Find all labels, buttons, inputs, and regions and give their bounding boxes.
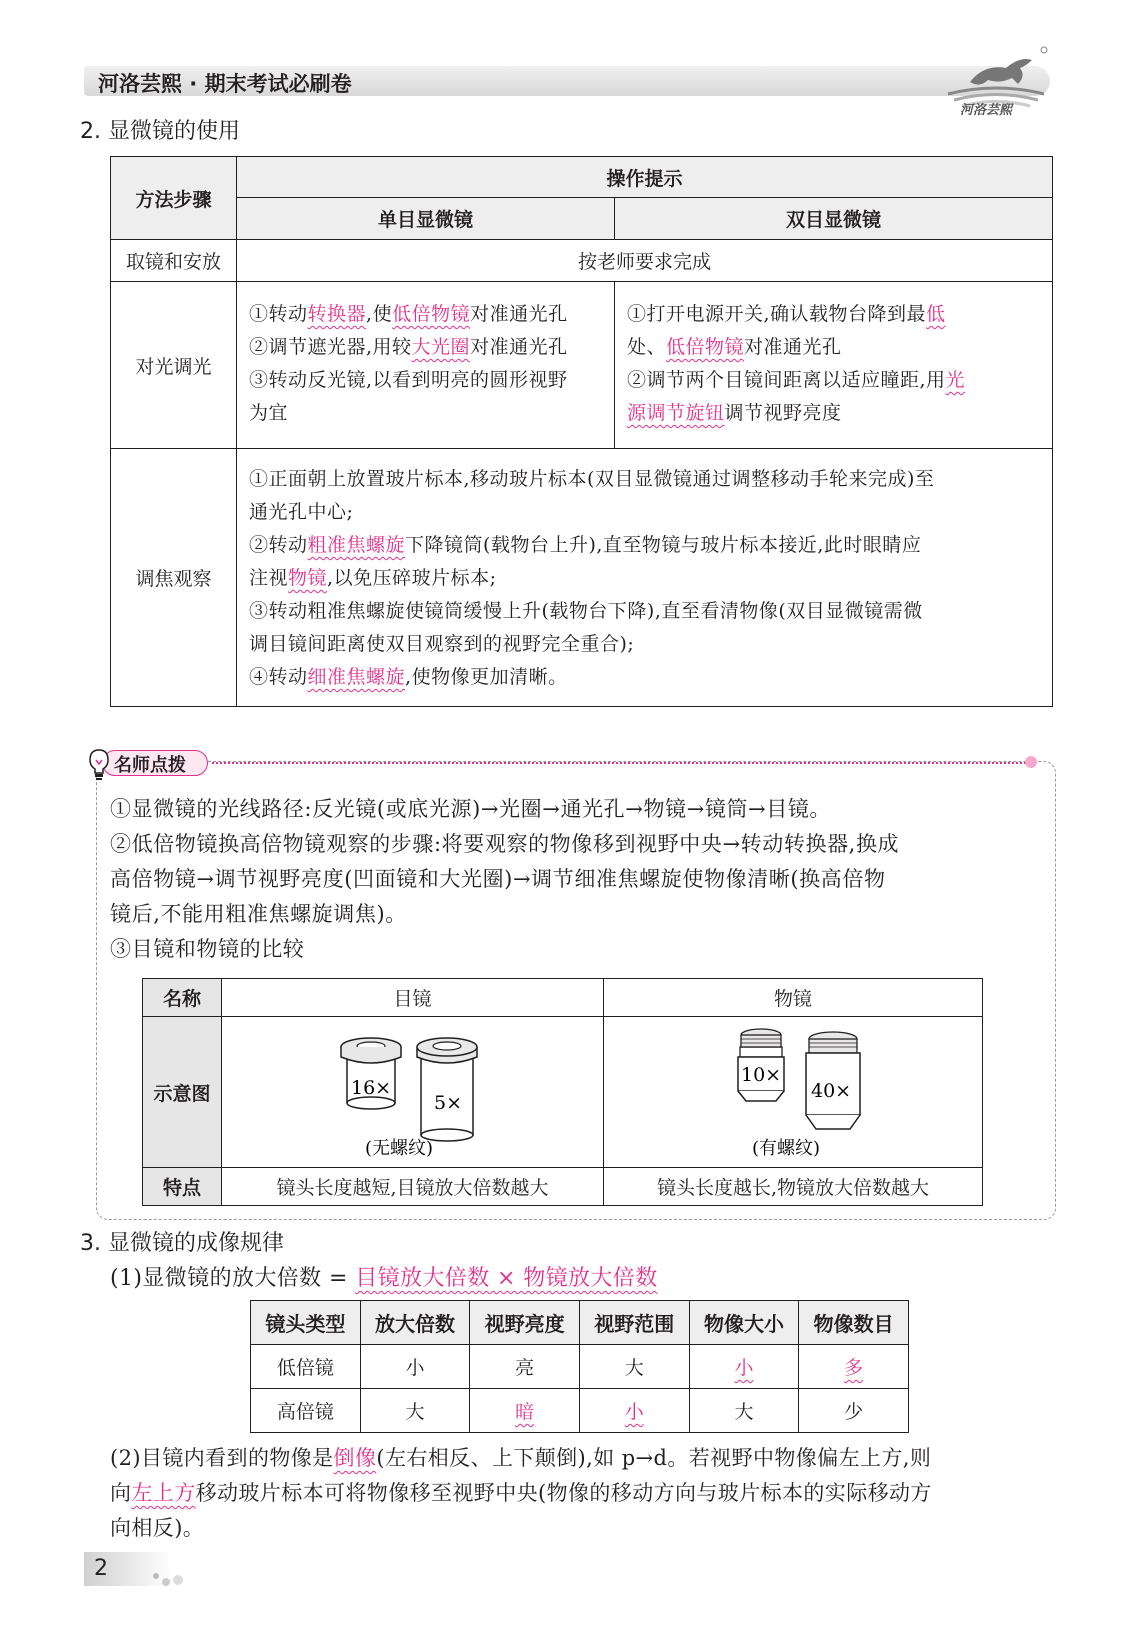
mag-cell: 亮 <box>470 1345 580 1389</box>
key-term: 低倍物镜 <box>392 303 471 325</box>
tip-line-2: ②低倍物镜换高倍物镜观察的步骤:将要观察的物像移到视野中央→转动转换器,换成 <box>110 832 900 856</box>
focus-line-4: 注视物镜,以免压碎玻片标本; <box>249 567 497 589</box>
row-light-mono <box>237 282 615 449</box>
table-row <box>251 1389 909 1433</box>
light-mono-line-1: ①转动转换器,使低倍物镜对准通光孔 <box>249 303 568 325</box>
row-focus-step: 调焦观察 <box>111 449 237 707</box>
mag-cell: 小 <box>579 1389 689 1433</box>
table-row <box>251 1345 909 1389</box>
light-mono-line-3: ③转动反光镜,以看到明亮的圆形视野 <box>249 369 568 391</box>
compare-feature-label: 特点 <box>143 1168 222 1206</box>
eyepiece-feature: 镜头长度越短,目镜放大倍数越大 <box>222 1168 604 1206</box>
compare-diagram-label: 示意图 <box>143 1017 222 1168</box>
mag-cell: 多 <box>799 1345 909 1389</box>
eyepiece-note: (无螺纹) <box>365 1138 434 1159</box>
eyepiece-mark-1: 16× <box>351 1077 392 1099</box>
key-term: 源调节旋钮 <box>627 402 725 424</box>
row-light-bino <box>615 282 1053 449</box>
focus-line-7: ④转动细准焦螺旋,使物像更加清晰。 <box>249 666 568 688</box>
tip-dot-icon <box>1025 756 1037 768</box>
eyepiece-diagram <box>222 1017 603 1162</box>
section2-title <box>80 114 240 145</box>
row-focus-content <box>237 449 1053 707</box>
section3-item2-line1: (2)目镜内看到的物像是倒像(左右相反、上下颠倒),如 p→d。若视野中物像偏左上方,则 <box>110 1446 932 1470</box>
key-term: 粗准焦螺旋 <box>307 534 406 556</box>
focus-line-6: 调目镜间距离使双目观察到的视野完全重合); <box>249 633 635 655</box>
row-take-step: 取镜和安放 <box>111 240 237 282</box>
key-term: 目镜放大倍数 × 物镜放大倍数 <box>355 1266 658 1291</box>
focus-line-1: ①正面朝上放置玻片标本,移动玻片标本(双目显微镜通过调整移动手轮来完成)至 <box>249 468 935 490</box>
col-header-mono: 单目显微镜 <box>237 198 615 240</box>
lightbulb-icon <box>88 748 110 782</box>
eyepiece-mark-2: 5× <box>434 1092 463 1114</box>
section3-number: 3. <box>80 1231 101 1256</box>
microscope-usage-table <box>110 156 1053 707</box>
section3-title <box>80 1226 284 1257</box>
mag-header: 放大倍数 <box>360 1301 470 1345</box>
key-term: 低倍物镜 <box>666 336 745 358</box>
tip-label <box>88 748 210 778</box>
key-term: 细准焦螺旋 <box>307 666 406 688</box>
focus-line-3: ②转动粗准焦螺旋下降镜筒(载物台上升),直至物镜与玻片标本接近,此时眼睛应 <box>249 534 922 556</box>
key-term: 转换器 <box>307 303 367 325</box>
compare-eyepiece-header: 目镜 <box>222 979 604 1017</box>
logo-text: 河洛芸熙 <box>960 103 1013 118</box>
row-light-step: 对光调光 <box>111 282 237 449</box>
mag-header: 物像大小 <box>689 1301 799 1345</box>
eyepiece-diagram-cell <box>222 1017 604 1168</box>
key-term: 大光圈 <box>411 336 471 358</box>
key-term: 倒像 <box>333 1446 377 1470</box>
tip-divider <box>212 762 1030 764</box>
objective-diagram-cell <box>604 1017 983 1168</box>
mag-cell: 大 <box>579 1345 689 1389</box>
key-term: 光 <box>945 369 966 391</box>
objective-diagram <box>612 1017 974 1162</box>
tip-line-5: ③目镜和物镜的比较 <box>110 937 305 961</box>
lens-compare-table <box>142 978 983 1206</box>
section2-title-text: 显微镜的使用 <box>108 119 241 144</box>
section3-item2-line2: 向左上方移动玻片标本可将物像移至视野中央(物像的移动方向与玻片标本的实际移动方 <box>110 1481 932 1505</box>
section3-item1: (1)显微镜的放大倍数 = 目镜放大倍数 × 物镜放大倍数 <box>110 1266 658 1291</box>
light-bino-line-1: ①打开电源开关,确认载物台降到最低 <box>627 303 946 325</box>
page-number: 2 <box>94 1556 108 1581</box>
focus-line-2: 通光孔中心; <box>249 501 354 523</box>
key-term: 左上方 <box>131 1481 196 1505</box>
objective-note: (有螺纹) <box>752 1138 821 1159</box>
row-take-content: 按老师要求完成 <box>237 240 1053 282</box>
mag-cell: 低倍镜 <box>251 1345 361 1389</box>
key-term: 物镜 <box>288 567 328 589</box>
section2-number: 2. <box>80 119 101 144</box>
key-term: 低 <box>926 303 946 325</box>
objective-mark-2: 40× <box>811 1080 852 1102</box>
decorative-dots-icon <box>148 1570 188 1590</box>
mag-cell: 小 <box>689 1345 799 1389</box>
magnification-table <box>250 1300 909 1433</box>
light-mono-line-2: ②调节遮光器,用较大光圈对准通光孔 <box>249 336 568 358</box>
focus-line-5: ③转动粗准焦螺旋使镜筒缓慢上升(载物台下降),直至看清物像(双目显微镜需微 <box>249 600 923 622</box>
magnification-header-row <box>251 1301 909 1345</box>
light-bino-line-4: 源调节旋钮调节视野亮度 <box>627 402 842 424</box>
mag-header: 视野范围 <box>579 1301 689 1345</box>
mag-cell: 大 <box>360 1389 470 1433</box>
eyepiece-5x-icon <box>417 1038 477 1141</box>
mag-cell: 高倍镜 <box>251 1389 361 1433</box>
light-bino-line-2: 处、低倍物镜对准通光孔 <box>627 336 842 358</box>
compare-objective-header: 物镜 <box>604 979 983 1017</box>
mag-cell: 少 <box>799 1389 909 1433</box>
mag-header: 镜头类型 <box>251 1301 361 1345</box>
mag-cell: 大 <box>689 1389 799 1433</box>
light-bino-line-3: ②调节两个目镜间距离以适应瞳距,用光 <box>627 369 966 391</box>
tip-line-4: 镜后,不能用粗准焦螺旋调焦)。 <box>110 902 407 926</box>
mag-cell: 小 <box>360 1345 470 1389</box>
light-mono-line-4: 为宜 <box>249 402 289 424</box>
objective-mark-1: 10× <box>741 1064 782 1086</box>
section3-title-text: 显微镜的成像规律 <box>108 1231 285 1256</box>
tip-label-text: 名师点拨 <box>114 755 186 776</box>
col-header-step: 方法步骤 <box>111 157 237 240</box>
compare-name-label: 名称 <box>143 979 222 1017</box>
col-header-tips: 操作提示 <box>237 157 1053 198</box>
mag-header: 视野亮度 <box>470 1301 580 1345</box>
tip-line-3: 高倍物镜→调节视野亮度(凹面镜和大光圈)→调节细准焦螺旋使物像清晰(换高倍物 <box>110 867 886 891</box>
col-header-bino: 双目显微镜 <box>615 198 1053 240</box>
tip-line-1: ①显微镜的光线路径:反光镜(或底光源)→光圈→通光孔→物镜→镜筒→目镜。 <box>110 797 832 821</box>
mag-cell: 暗 <box>470 1389 580 1433</box>
section3-item2-line3: 向相反)。 <box>110 1516 205 1540</box>
objective-feature: 镜头长度越长,物镜放大倍数越大 <box>604 1168 983 1206</box>
header-title: 河洛芸熙 · 期末考试必刷卷 <box>98 72 352 96</box>
mag-header: 物像数目 <box>799 1301 909 1345</box>
